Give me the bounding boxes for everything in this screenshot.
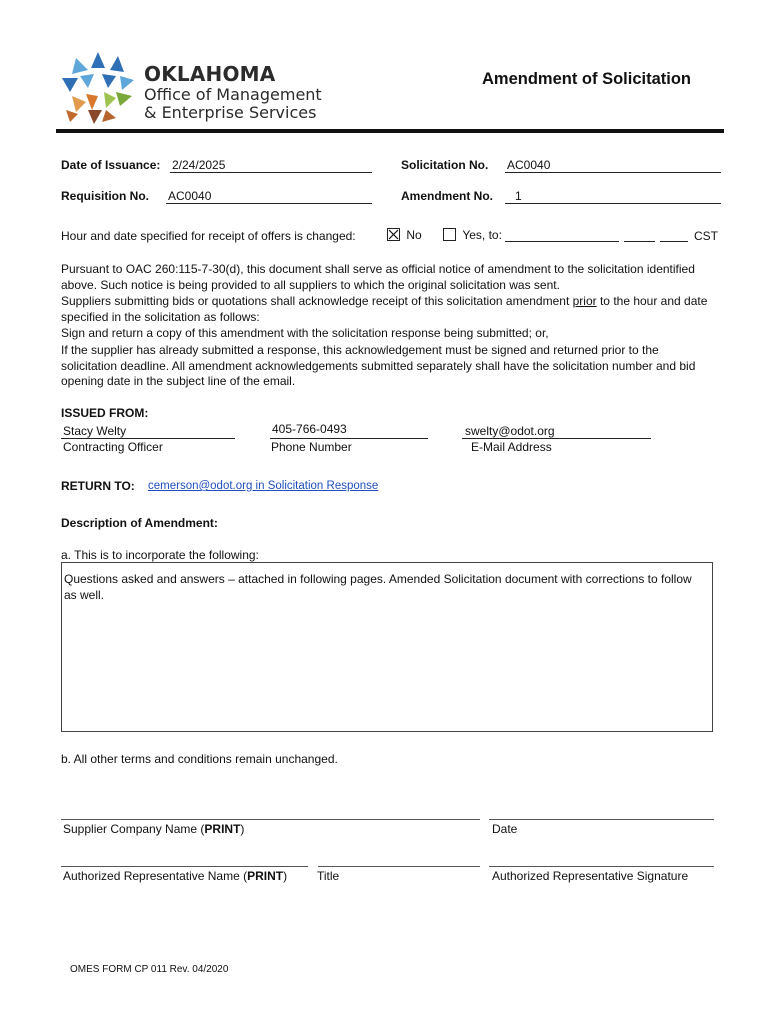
date-of-issuance-value: 2/24/2025 bbox=[172, 158, 226, 172]
notice-p2-underlined: prior bbox=[572, 294, 597, 308]
issuer-phone-value: 405-766-0493 bbox=[272, 422, 347, 436]
description-heading: Description of Amendment: bbox=[61, 516, 218, 530]
company-caption-print: PRINT bbox=[204, 822, 241, 836]
notice-paragraph-2 bbox=[61, 294, 711, 325]
notice-paragraph-4: If the supplier has already submitted a response, this acknowledgement must be signed and returned prior to the solicitation deadline. All amendment acknowledgements submitted separately shall have the solicitation number and bid opening date in the subject line of the email. bbox=[61, 343, 696, 388]
omes-logo bbox=[58, 48, 348, 128]
description-a-text: Questions asked and answers – attached in following pages. Amended Solicitation document with corrections to follow as well. bbox=[64, 572, 692, 602]
new-date-line[interactable] bbox=[505, 241, 619, 242]
description-b-label: b. All other terms and conditions remain unchanged. bbox=[61, 752, 338, 766]
requisition-no-value: AC0040 bbox=[168, 189, 212, 203]
description-textbox[interactable] bbox=[61, 562, 713, 732]
amendment-no-label: Amendment No. bbox=[401, 189, 494, 203]
company-caption-a: Supplier Company Name ( bbox=[63, 822, 205, 836]
date-line[interactable] bbox=[489, 819, 714, 820]
issuer-email-value[interactable]: swelty@odot.org bbox=[465, 424, 555, 438]
amendment-no-field bbox=[505, 189, 721, 204]
issuer-name-value: Stacy Welty bbox=[63, 424, 127, 438]
solicitation-no-value: AC0040 bbox=[507, 158, 551, 172]
rep-name-caption bbox=[63, 869, 287, 883]
no-option-label: No bbox=[406, 228, 422, 242]
new-minute-line[interactable] bbox=[660, 241, 688, 242]
signature-caption: Authorized Representative Signature bbox=[492, 869, 689, 883]
signature-line[interactable] bbox=[489, 866, 714, 867]
rep-name-line[interactable] bbox=[61, 866, 308, 867]
solicitation-no-label: Solicitation No. bbox=[401, 158, 489, 172]
issuer-name-field bbox=[61, 424, 235, 439]
requisition-no-label: Requisition No. bbox=[61, 189, 149, 203]
date-of-issuance-field bbox=[170, 158, 372, 173]
title-caption: Title bbox=[317, 869, 340, 883]
timezone-label: CST bbox=[694, 229, 718, 243]
title-line[interactable] bbox=[318, 866, 480, 867]
notice-p2-start: Suppliers submitting bids or quotations shall acknowledge receipt of this solicitation amendment bbox=[61, 294, 573, 308]
form-id-footer: OMES FORM CP 011 Rev. 04/2020 bbox=[70, 964, 229, 975]
date-of-issuance-label: Date of Issuance: bbox=[61, 158, 161, 172]
issued-from-heading: ISSUED FROM: bbox=[61, 406, 149, 420]
star-mosaic-logo-icon bbox=[58, 48, 138, 128]
issuer-email-caption: E-Mail Address bbox=[471, 440, 552, 454]
company-caption-c: ) bbox=[240, 822, 245, 836]
issuer-email-field bbox=[462, 424, 651, 439]
notice-p2-end: to the hour and date specified in the solicitation as follows: bbox=[61, 294, 708, 324]
date-caption: Date bbox=[492, 822, 518, 836]
rep-caption-print: PRINT bbox=[247, 869, 284, 883]
notice-paragraph-3: Sign and return a copy of this amendment with the solicitation response being submitted; or, bbox=[61, 326, 549, 340]
no-checkbox[interactable] bbox=[387, 228, 400, 241]
issuer-phone-caption: Phone Number bbox=[271, 440, 352, 454]
logo-agency-line1: Office of Management bbox=[144, 85, 322, 104]
page-title: Amendment of Solicitation bbox=[482, 70, 692, 88]
requisition-no-field bbox=[166, 189, 372, 204]
amendment-no-value: 1 bbox=[515, 189, 522, 203]
issuer-name-caption: Contracting Officer bbox=[63, 440, 163, 454]
offer-change-no-option[interactable] bbox=[387, 228, 422, 242]
header-divider bbox=[56, 129, 724, 133]
offer-change-label: Hour and date specified for receipt of offers is changed: bbox=[61, 229, 356, 243]
logo-agency-line2: & Enterprise Services bbox=[144, 103, 317, 122]
rep-caption-a: Authorized Representative Name ( bbox=[63, 869, 248, 883]
yes-checkbox[interactable] bbox=[443, 228, 456, 241]
logo-state-name: OKLAHOMA bbox=[144, 62, 276, 86]
company-name-caption bbox=[63, 822, 244, 836]
return-to-link[interactable]: cemerson@odot.org in Solicitation Response bbox=[148, 480, 379, 492]
return-to-label: RETURN TO: bbox=[61, 479, 135, 493]
notice-paragraph-1: Pursuant to OAC 260:115-7-30(d), this document shall serve as official notice of amendment to the solicitation identified above. Such notice is being provided to all suppliers to which the original solicitation was sent. bbox=[61, 262, 695, 292]
new-hour-line[interactable] bbox=[624, 241, 655, 242]
description-a-label: a. This is to incorporate the following: bbox=[61, 548, 259, 562]
issuer-phone-field bbox=[270, 422, 428, 439]
solicitation-no-field bbox=[505, 158, 721, 173]
yes-option-label: Yes, to: bbox=[462, 228, 502, 242]
offer-change-yes-option[interactable] bbox=[443, 228, 502, 242]
checkmark-x-icon bbox=[388, 229, 399, 240]
company-name-line[interactable] bbox=[61, 819, 480, 820]
rep-caption-c: ) bbox=[283, 869, 288, 883]
